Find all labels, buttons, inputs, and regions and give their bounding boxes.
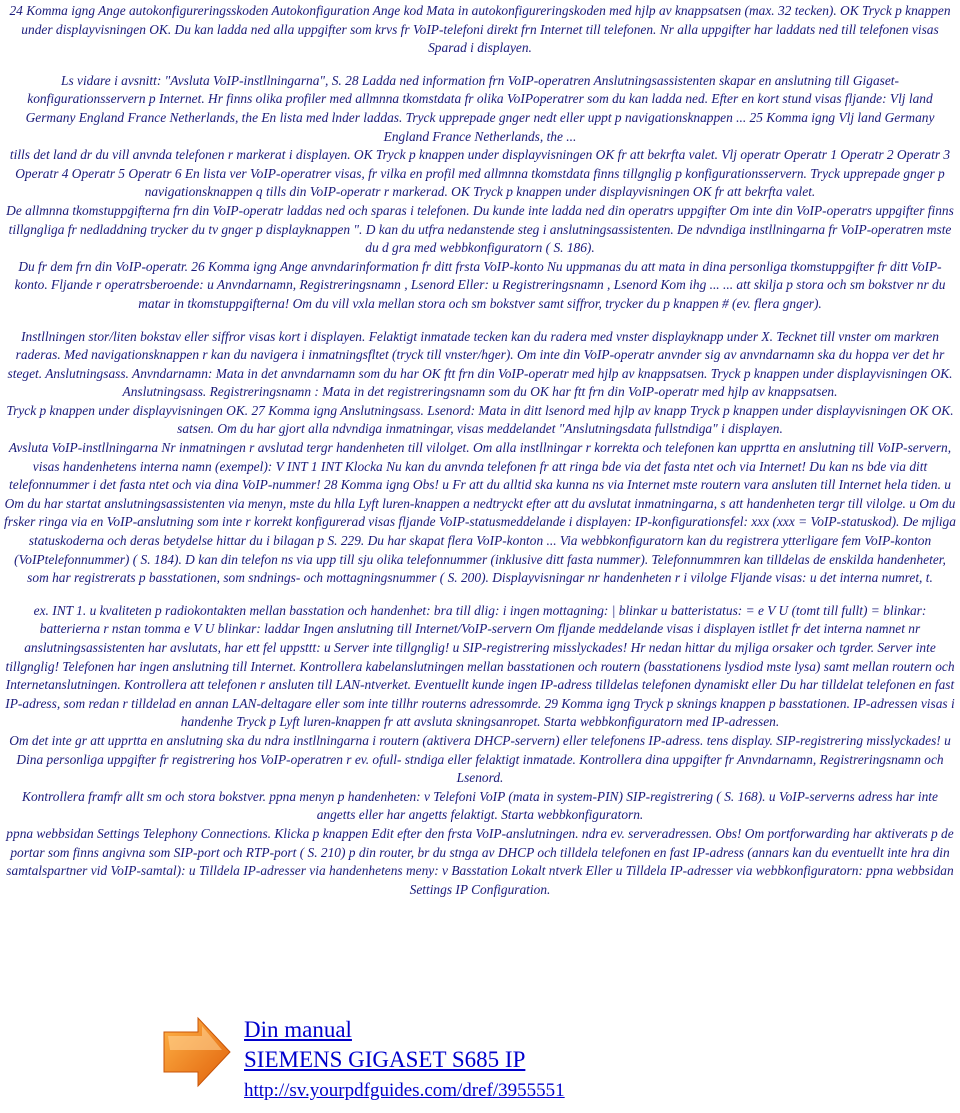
paragraph: ex. INT 1. u kvaliteten p radiokontakten mellan basstation och handenhet: bra till dlig: i ingen mottagning: | blinkar u batteristatus: = e V U (tomt till fullt) = blinkar: batterierna r nstan tomma e V U blinkar: laddar Ingen anslutning till Internet/VoIP-servern Om fljande meddelande visas i displayen istllet fr det interna namnet nr anslutningsassistenten har avslutats, har ett fel uppsttt: u Server inte tillgnglig! u SIP-registrering misslyckades! Hr nedan hittar du mjliga orsaker och tgrder. Server inte tillgnglig! Telefonen har ingen anslutning till Internet. Kontrollera kabelanslutningen mellan basstationen och routern (basstationens lysdiod mste lysa) samt mellan routern och Internetanslutningen. Kontrollera att telefonen r ansluten till LAN-ntverket. Eventuellt kunde ingen IP-adress tilldelas telefonen dynamiskt eller Du har tilldelat telefonen en fast IP-adress, som redan r tilldelad en annan LAN-deltagare eller som inte tillhr routerns adressomrde. 29 Komma igng Tryck p sknings knappen p basstationen. IP-adressen visas i handenhe Tryck p Lyft luren-knappen fr att avsluta skningsanropet. Starta webbkonfiguratorn med IP-adressen. [5,602,955,730]
paragraph: Ls vidare i avsnitt: "Avsluta VoIP-instllningarna", S. 28 Ladda ned information frn VoIP-operatren Anslutningsassistenten skapar en anslutning till Gigaset-konfigurationsservern p Internet. Hr finns olika profiler med allmnna tkomstdata fr olika VoIPoperatrer som du kan ladda ned. Efter en kort stund visas fljande: Vlj land Germany England France Netherlands, the En lista med lnder laddas. Tryck upprepade gnger nedt eller uppt p navigationsknappen ... 25 Komma igng Vlj land Germany England France Netherlands, the ... [25,72,935,144]
manual-body [4,2,956,899]
paragraph: Kontrollera framfr allt sm och stora bokstver. ppna menyn p handenheten: v Telefoni VoIP (mata in system-PIN) SIP-registrering ( S. 168). u VoIP-serverns adress har inte angetts eller har angetts felaktigt. Starta webbkonfiguratorn. [22,788,938,823]
paragraph: 24 Komma igng Ange autokonfigureringsskoden Autokonfiguration Ange kod Mata in autokonfigureringskoden med hjlp av knappsatsen (max. 32 tecken). OK Tryck p knappen under displayvisningen OK. Du kan ladda ned alla uppgifter som krvs fr VoIP-telefoni direkt frn Internet till telefonen. Nr alla uppgifter har laddats ned till telefonen visas Sparad i displayen. [9,3,951,56]
paragraph: Om det inte gr att upprtta en anslutning ska du ndra instllningarna i routern (aktivera DHCP-servern) eller telefonens IP-adress. tens display. SIP-registrering misslyckades! u Dina personliga uppgifter fr registrering hos VoIP-operatren r ev. ofull- stndiga eller felaktigt inmatade. Kontrollera dina uppgifter fr Anvndarnamn, Registreringsnamn och Lsenord. [9,732,951,786]
paragraph: De allmnna tkomstuppgifterna frn din VoIP-operatr laddas ned och sparas i telefonen. Du kunde inte ladda ned din operatrs uppgifter Om inte din VoIP-operatrs uppgifter finns tillgngliga fr nedladdning trycker du tv gnger p displayknappen ". D kan du utfra nedanstende steg i anslutningsassistenten. De ndvndiga instllningarna fr VoIP-operatren mste du d gra med webbkonfiguratorn ( S. 186). [6,202,954,256]
manual-footer [0,1012,960,1113]
paragraph: Avsluta VoIP-instllningarna Nr inmatningen r avslutad tergr handenheten till vilolget. Om alla instllningar r korrekta och telefonen kan upprtta en anslutning till VoIP-servern, visas handenhetens interna namn (exempel): V INT 1 INT Klocka Nu kan du anvnda telefonen fr att ringa bde via det fasta ntet och via Internet! Du kan ns bde via ditt telefonnummer i det fasta ntet och via dina VoIP-nummer! 28 Komma igng Obs! u Fr att du alltid ska kunna ns via Internet mste routern vara ansluten till Internet hela tiden. u Om du har startat anslutningsassistenten via menyn, mste du hlla Lyft luren-knappen a nedtryckt efter att du avslutat inmatningarna, s att handenheten tergr till vilolge. u Om du frsker ringa via en VoIP-anslutning som inte r korrekt konfigurerad visas fljande VoIP-statusmeddelande i displayen: IP-konfigurationsfel: xxx (xxx = VoIP-statuskod). De mjliga statuskoderna och deras betydelse hittar du i bilagan p S. 229. Du har skapat flera VoIP-konton ... Via webbkonfiguratorn kan du registrera ytterligare fem VoIP-konton (VoIPtelefonnummer) ( S. 184). D kan din telefon ns via upp till sju olika telefonnummer (inklusive ditt fasta nummer). Telefonnummren kan tilldelas de enskilda handenheter, som har registrerats p basstationen, som sndnings- och mottagningsnummer ( S. 200). Displayvisningar nr handenheten r i vilolge Fljande visas: u det interna numret, t. [4,440,956,586]
manual-title-link[interactable]: Din manual [244,1017,352,1042]
orange-arrow-icon [158,1014,234,1094]
paragraph: Tryck p knappen under displayvisningen OK. 27 Komma igng Anslutningsass. Lsenord: Mata in ditt lsenord med hjlp av knapp Tryck p knappen under displayvisningen OK OK. satsen. Om du har gjort alla ndvndiga inmatningar, visas meddelandet "Anslutningsdata fullstndiga" i displayen. [6,402,954,437]
product-name-link[interactable]: SIEMENS GIGASET S685 IP [244,1047,526,1072]
manual-url-link[interactable]: http://sv.yourpdfguides.com/dref/3955551 [244,1080,565,1101]
manual-links [244,1015,565,1104]
paragraph: Instllningen stor/liten bokstav eller siffror visas kort i displayen. Felaktigt inmatade tecken kan du radera med vnster displayknapp under X. Tecknet till vnster om markren raderas. Med navigationsknappen r kan du navigera i inmatningsfltet (tryck till vnster/hger). Om inte din VoIP-operatr anvnder sig av anvndarnamn ska du hoppa ver det hr steget. Anslutningsass. Anvndarnamn: Mata in det anvndarnamn som du har OK ftt frn din VoIP-operatr med hjlp av knappsatsen. Tryck p knappen under displayvisningen OK. Anslutningsass. Registreringsnamn : Mata in det registreringsnamn som du OK har ftt frn din VoIP-operatr med hjlp av knappsatsen. [7,328,953,400]
paragraph: Du fr dem frn din VoIP-operatr. 26 Komma igng Ange anvndarinformation fr ditt frsta VoIP-konto Nu uppmanas du att mata in dina personliga tkomstuppgifter fr ditt VoIP-konto. Fljande r operatrsberoende: u Anvndarnamn, Registreringsnamn , Lsenord Eller: u Registreringsnamn , Lsenord Kom ihg ... ... att skilja p stora och sm bokstver nr du matar in tkomstuppgifterna! Om du vill vxla mellan stora och sm bokstver samt siffror, trycker du p knappen # (ev. flera gnger). [14,258,946,311]
paragraph: tills det land dr du vill anvnda telefonen r markerat i displayen. OK Tryck p knappen under displayvisningen OK fr att bekrfta valet. Vlj operatr Operatr 1 Operatr 2 Operatr 3 Operatr 4 Operatr 5 Operatr 6 En lista ver VoIP-operatrer visas, fr vilka en profil med allmnna tkomstdata finns tillgnglig p konfigurationsservern. Tryck upprepade gnger p navigationsknappen q tills din VoIP-operatr r markerad. OK Tryck p knappen under displayvisningen OK fr att bekrfta valet. [9,147,951,200]
paragraph: ppna webbsidan Settings Telephony Connections. Klicka p knappen Edit efter den frsta VoIP-anslutningen. ndra ev. serveradressen. Obs! Om portforwarding har aktiverats p de portar som finns angivna som SIP-port och RTP-port ( S. 210) p din router, br du stnga av DHCP och tilldela telefonen en fast IP-adress (annars kan du eventuellt inte hra din samtalspartner vid VoIP-samtal): u Tilldela IP-adresser via handenhetens meny: v Basstation Lokalt ntverk Eller u Tilldela IP-adresser via webbkonfiguratorn: ppna webbsidan Settings IP Configuration. [6,825,954,897]
